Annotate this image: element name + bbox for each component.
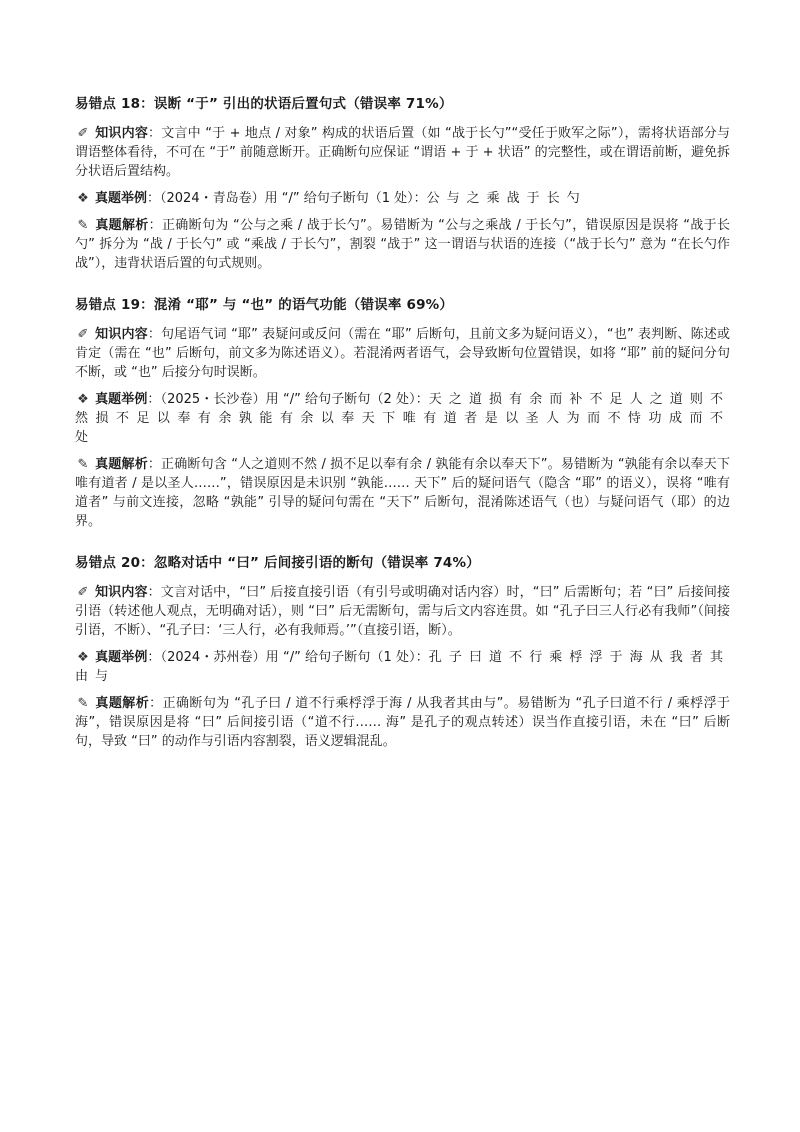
analysis-label: 真题解析 [95, 457, 148, 472]
pencil-icon: ✐ [77, 126, 89, 141]
example-label: 真题举例 [95, 191, 148, 206]
section-title: 易错点 18：误断 “于” 引出的状语后置句式（错误率 71%） [75, 96, 453, 112]
analysis-paragraph [75, 455, 730, 531]
section-20 [75, 553, 730, 751]
knowledge-label: 知识内容 [95, 585, 148, 600]
analysis-paragraph [75, 216, 730, 273]
diamond-icon: ❖ [77, 392, 89, 407]
diamond-icon: ❖ [77, 650, 89, 665]
section-19 [75, 295, 730, 531]
knowledge-label: 知识内容 [95, 126, 149, 141]
example-paragraph [75, 648, 730, 686]
diamond-icon: ❖ [77, 191, 89, 206]
example-label: 真题举例 [95, 650, 148, 665]
analysis-label: 真题解析 [95, 218, 149, 233]
example-sentence: 公与之乘战于长勺 [426, 191, 587, 206]
analysis-text: ：正确断句含 “人之道则不然 / 损不足以奉有余 / 孰能有余以奉天下”。易错断为 “孰能有余以奉天下唯有道者 / 是以圣人……”，错误原因是未识别 “孰能…… 天下” 后的疑问语气（隐含 “耶” 的语义），误将 “唯有道者” 与前文连接，忽略 “孰能” 引导的疑问句需在 “天下” 后断句，混淆陈述语气（也）与疑问语气（耶）的边界。 [75, 457, 730, 529]
section-18 [75, 94, 730, 273]
example-prefix: ：（2025・长沙卷）用 “/” 给句子断句（2 处）： [147, 392, 429, 407]
pen-icon: ✎ [77, 696, 89, 711]
knowledge-label: 知识内容 [95, 327, 148, 342]
knowledge-text: ：文言中 “于 + 地点 / 对象” 构成的状语后置（如 “战于长勺”“受任于败军之际”），需将状语部分与谓语整体看待，不可在 “于” 前随意断开。正确断句应保证 “谓语 + 于 + 状语” 的完整性，或在谓语前断，避免拆分状语后置结构。 [75, 126, 730, 179]
example-prefix: ：（2024・青岛卷）用 “/” 给句子断句（1 处）： [147, 191, 427, 206]
knowledge-paragraph [75, 325, 730, 382]
pen-icon: ✎ [77, 457, 89, 472]
analysis-text: ：正确断句为 “公与之乘 / 战于长勺”。易错断为 “公与之乘战 / 于长勺”，错误原因是误将 “战于长勺” 拆分为 “战 / 于长勺” 或 “乘战 / 于长勺”，割裂 “战于” 这一谓语与状语的连接（“战于长勺” 意为 “在长勺作战”），违背状语后置的句式规则。 [75, 218, 730, 271]
knowledge-text: ：文言对话中，“曰” 后接直接引语（有引号或明确对话内容）时，“曰” 后需断句；若 “曰” 后接间接引语（转述他人观点，无明确对话），则 “曰” 后无需断句，需与后文内容连贯。如 “孔子曰三人行必有我师”（间接引语，不断）、“孔子曰：‘三人行，必有我师焉。’”（直接引语，断）。 [75, 585, 730, 638]
example-label: 真题举例 [95, 392, 148, 407]
analysis-text: ：正确断句为 “孔子曰 / 道不行乘桴浮于海 / 从我者其由与”。易错断为 “孔子曰道不行 / 乘桴浮于海”，错误原因是将 “曰” 后间接引语（“道不行…… 海” 是孔子的观点转述）误当作直接引语，未在 “曰” 后断句，导致 “曰” 的动作与引语内容割裂，语义逻辑混乱。 [75, 696, 730, 749]
analysis-label: 真题解析 [95, 696, 150, 711]
knowledge-paragraph [75, 124, 730, 181]
example-sentence: 孔子曰道不行乘桴浮于海从我者其由与 [75, 650, 730, 684]
pencil-icon: ✐ [77, 327, 89, 342]
section-title: 易错点 19：混淆 “耶” 与 “也” 的语气功能（错误率 69%） [75, 297, 454, 313]
section-title: 易错点 20：忽略对话中 “曰” 后间接引语的断句（错误率 74%） [75, 555, 480, 571]
knowledge-paragraph [75, 583, 730, 640]
analysis-paragraph [75, 694, 730, 751]
example-prefix: ：（2024・苏州卷）用 “/” 给句子断句（1 处）： [147, 650, 429, 665]
example-paragraph [75, 390, 730, 447]
example-paragraph [75, 189, 730, 208]
pen-icon: ✎ [77, 218, 89, 233]
knowledge-text: ：句尾语气词 “耶” 表疑问或反问（需在 “耶” 后断句，且前文多为疑问语义），“也” 表判断、陈述或肯定（需在 “也” 后断句，前文多为陈述语义）。若混淆两者语气，会导致断句位置错误，如将 “耶” 前的疑问分句不断，或 “也” 后接分句时误断。 [75, 327, 730, 380]
example-sentence: 天之道损有余而补不足人之道则不然损不足以奉有余孰能有余以奉天下唯有道者是以圣人为而不恃功成而不处 [75, 392, 730, 445]
pencil-icon: ✐ [77, 585, 89, 600]
